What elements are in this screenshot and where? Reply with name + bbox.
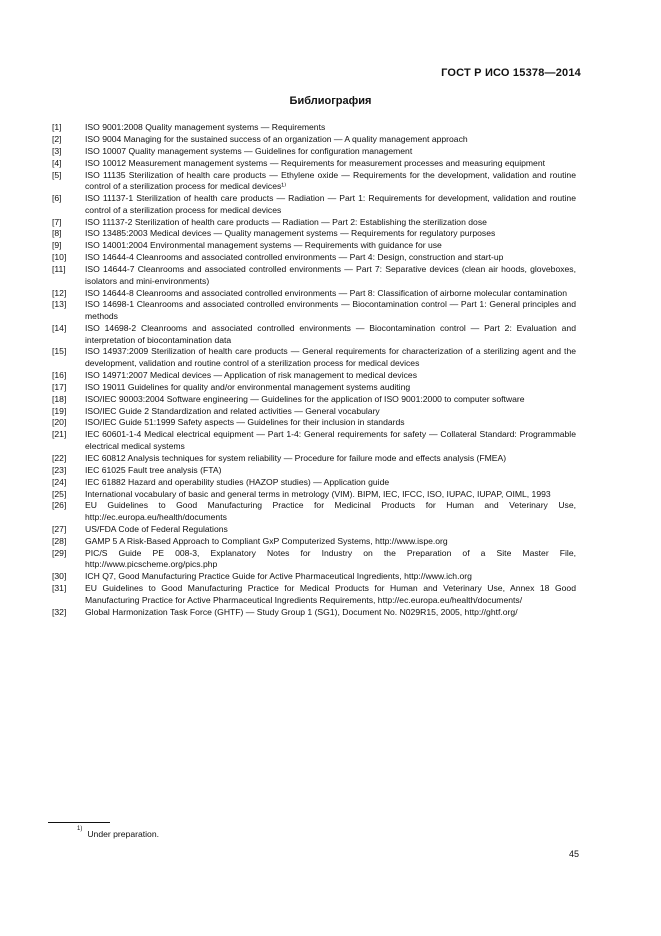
page-title: Библиография [289,95,372,107]
ref-text: ISO 14644-8 Cleanrooms and associated controlled environments — Part 8: Classification of airborne molecular contamination [85,287,567,298]
ref-number: [18] [52,393,67,404]
ref-number: [27] [52,523,67,534]
ref-text: ISO 9001:2008 Quality management systems — Requirements [85,122,326,132]
ref-text: ISO 13485:2003 Medical devices — Quality management systems — Requirements for regulatory purposes [85,228,496,239]
ref-text: IEC 61882 Hazard and operability studies (HAZOP studies) — Application guide [85,476,390,487]
list-item [52,382,576,394]
bibliography-list [52,122,576,618]
ref-number: [5] [52,169,62,180]
list-item [52,228,576,240]
footnote-divider [48,822,110,823]
ref-number: [25] [52,488,67,499]
ref-number: [17] [52,381,67,392]
ref-text: US/FDA Code of Federal Regulations [85,523,228,534]
list-item [52,429,576,452]
list-item [52,323,576,346]
list-item [52,406,576,418]
list-item [52,571,576,583]
list-item [52,346,576,369]
ref-number: [21] [52,429,67,440]
list-item [52,489,576,501]
ref-text: ISO 19011 Guidelines for quality and/or environmental management systems auditing [85,381,411,392]
ref-number: [4] [52,157,62,168]
ref-number: [31] [52,583,67,594]
ref-number: [16] [52,369,67,380]
list-item [52,548,576,571]
list-item [52,583,576,606]
list-item [52,500,576,523]
ref-number: [30] [52,571,67,582]
list-item [52,240,576,252]
ref-text: ISO 14971:2007 Medical devices — Application of risk management to medical devices [85,369,417,380]
ref-text: ISO 14937:2009 Sterilization of health care products — General requirements for characterization of a sterilizing agent and the development, validation and routine control of a sterilization process for medical devices [85,346,576,369]
footnote-text: Under preparation. [87,829,160,839]
ref-number: [9] [52,240,62,251]
ref-number: [12] [52,287,67,298]
ref-number: [26] [52,500,67,511]
list-item [52,417,576,429]
ref-text: ISO 10007 Quality management systems — Guidelines for configuration management [85,145,413,156]
list-item [52,453,576,465]
ref-number: [8] [52,228,62,239]
ref-text: ISO 14698-1 Cleanrooms and associated controlled environments — Biocontamination control — Part 1: General principles and methods [85,299,576,322]
ref-number: [24] [52,476,67,487]
ref-text: IEC 61025 Fault tree analysis (FTA) [85,464,222,475]
ref-number: [28] [52,535,67,546]
ref-number: [3] [52,145,62,156]
list-item [52,288,576,300]
ref-text: PIC/S Guide PE 008-3, Explanatory Notes for Industry on the Preparation of a Site Master File, http://www.picscheme.org/pics.php [85,547,576,570]
list-item [52,193,576,216]
list-item [52,536,576,548]
footnote-mark: 1) [77,826,83,833]
list-item [52,264,576,287]
list-item [52,299,576,322]
ref-text: Global Harmonization Task Force (GHTF) — Study Group 1 (SG1), Document No. N029R15, 2005, http://ghtf.org/ [85,606,518,617]
ref-text: ISO 14644-7 Cleanrooms and associated controlled environments — Part 7: Separative devices (clean air hoods, gloveboxes, isolators and mini-environments) [85,264,576,286]
ref-number: [22] [52,452,67,463]
ref-text: IEC 60601-1-4 Medical electrical equipment — Part 1-4: General requirements for safety — Collateral Standard: Programmable electrical medical systems [85,429,576,451]
ref-number: [23] [52,464,67,475]
ref-text: EU Guidelines to Good Manufacturing Practice for Medical Products for Human and Veterinary Use, Annex 18 Good Manufacturing Practice for Active Pharmaceutical Ingredients Requirements, http://ec.europa.eu/health/documents/ [85,583,576,605]
list-item [52,370,576,382]
ref-text: ISO/IEC Guide 2 Standardization and related activities — General vocabulary [85,405,380,416]
ref-text: ISO/IEC 90003:2004 Software engineering — Guidelines for the application of ISO 9001:2000 to computer software [85,393,525,404]
list-item [52,465,576,477]
ref-text: ICH Q7, Good Manufacturing Practice Guide for Active Pharmaceutical Ingredients, http://www.ich.org [85,571,472,582]
list-item [52,158,576,170]
ref-text: ISO/IEC Guide 51:1999 Safety aspects — Guidelines for their inclusion in standards [85,417,405,428]
ref-number: [11] [52,264,66,275]
ref-text: GAMP 5 A Risk-Based Approach to Compliant GxP Computerized Systems, http://www.ispe.org [85,535,448,546]
ref-number: [6] [52,193,62,204]
ref-number: [20] [52,417,67,428]
list-item [52,607,576,619]
footnote [77,826,160,839]
ref-number: [19] [52,405,67,416]
list-item [52,252,576,264]
ref-number: [2] [52,133,62,144]
ref-number: [10] [52,252,67,263]
ref-number: [14] [52,322,67,333]
ref-number: [13] [52,299,67,310]
ref-text: IEC 60812 Analysis techniques for system reliability — Procedure for failure mode and effects analysis (FMEA) [85,452,507,463]
standard-header: ГОСТ Р ИСО 15378—2014 [441,67,581,79]
list-item [52,394,576,406]
ref-number: [32] [52,606,67,617]
ref-text: EU Guidelines to Good Manufacturing Practice for Medicinal Products for Human and Veterinary Use, http://ec.europa.eu/health/documents [85,500,576,523]
ref-text: ISO 14698-2 Cleanrooms and associated controlled environments — Biocontamination control — Part 2: Evaluation and interpretation of biocontamination data [85,322,576,345]
ref-number: [29] [52,547,67,558]
ref-text: ISO 10012 Measurement management systems — Requirements for measurement processes and measuring equipment [85,157,545,168]
ref-text: ISO 14644-4 Cleanrooms and associated controlled environments — Part 4: Design, construction and start-up [85,252,504,263]
ref-text: ISO 9004 Managing for the sustained success of an organization — A quality management approach [85,133,468,144]
list-item [52,134,576,146]
ref-text: International vocabulary of basic and general terms in metrology (VIM). BIPM, IEC, IFCC, ISO, IUPAC, IUPAP, OIML, 1993 [85,488,551,499]
list-item [52,217,576,229]
list-item [52,170,576,193]
list-item [52,477,576,489]
ref-text: ISO 11137-2 Sterilization of health care products — Radiation — Part 2: Establishing the sterilization dose [85,216,487,227]
ref-text: ISO 11137-1 Sterilization of health care products — Radiation — Part 1: Requirements for development, validation and routine control of a sterilization process for medical devices [85,193,576,215]
list-item [52,146,576,158]
ref-number: [1] [52,122,62,132]
ref-text: ISO 11135 Sterilization of health care products — Ethylene oxide — Requirements for the development, validation and routine control of a sterilization process for medical devices¹⁾ [85,169,576,192]
list-item [52,122,576,134]
list-item [52,524,576,536]
ref-number: [15] [52,346,67,357]
page-number: 45 [568,849,579,859]
ref-number: [7] [52,216,62,227]
ref-text: ISO 14001:2004 Environmental management systems — Requirements with guidance for use [85,240,442,251]
